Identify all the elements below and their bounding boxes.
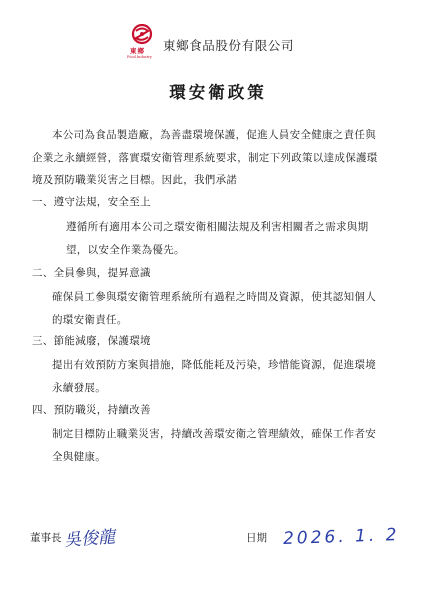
logo-text: 東鄉 xyxy=(130,47,145,55)
document-title: 環安衛政策 xyxy=(169,83,267,102)
section-line: 永續發展。 xyxy=(52,382,106,394)
section-line: 的環安衛責任。 xyxy=(52,314,128,326)
section-line: 確保員工參與環安衛管理系統所有過程之時間及資源，使其認知個人 xyxy=(52,291,376,303)
intro-line: 境及預防職業災害之目標。因此，我們承諾 xyxy=(32,174,238,186)
section-line: 制定目標防止職業災害，持續改善環安衛之管理績效，確保工作者安 xyxy=(52,428,376,440)
section-heading: 二、全員參與，提昇意識 xyxy=(32,267,151,279)
intro-line: 本公司為食品製造廠，為善盡環境保護，促進人員安全健康之責任與 xyxy=(52,129,376,141)
section-heading: 三、節能減廢，保護環境 xyxy=(32,335,151,347)
logo-subtext: Food Industry xyxy=(127,55,152,59)
section-line: 遵循所有適用本公司之環安衛相關法規及利害相關者之需求與期 xyxy=(66,221,369,233)
company-name: 東鄉食品股份有限公司 xyxy=(163,38,295,53)
section-heading: 一、遵守法規，安全至上 xyxy=(32,196,151,208)
intro-line: 企業之永續經營，落實環安衛管理系統要求，制定下列政策以達成保護環 xyxy=(32,152,378,164)
section-line: 提出有效預防方案與措施，降低能耗及污染，珍惜能資源，促進環境 xyxy=(52,359,376,371)
date-label: 日期 xyxy=(246,532,267,544)
date-value: 2026. 1. 2 xyxy=(282,524,400,550)
section-line: 全與健康。 xyxy=(52,451,106,463)
chairman-label: 董事長 xyxy=(30,532,62,544)
chairman-signature: 吳俊龍 xyxy=(63,527,116,551)
section-line: 望，以安全作業為優先。 xyxy=(66,244,185,256)
section-heading: 四、預防職災，持續改善 xyxy=(32,404,151,416)
